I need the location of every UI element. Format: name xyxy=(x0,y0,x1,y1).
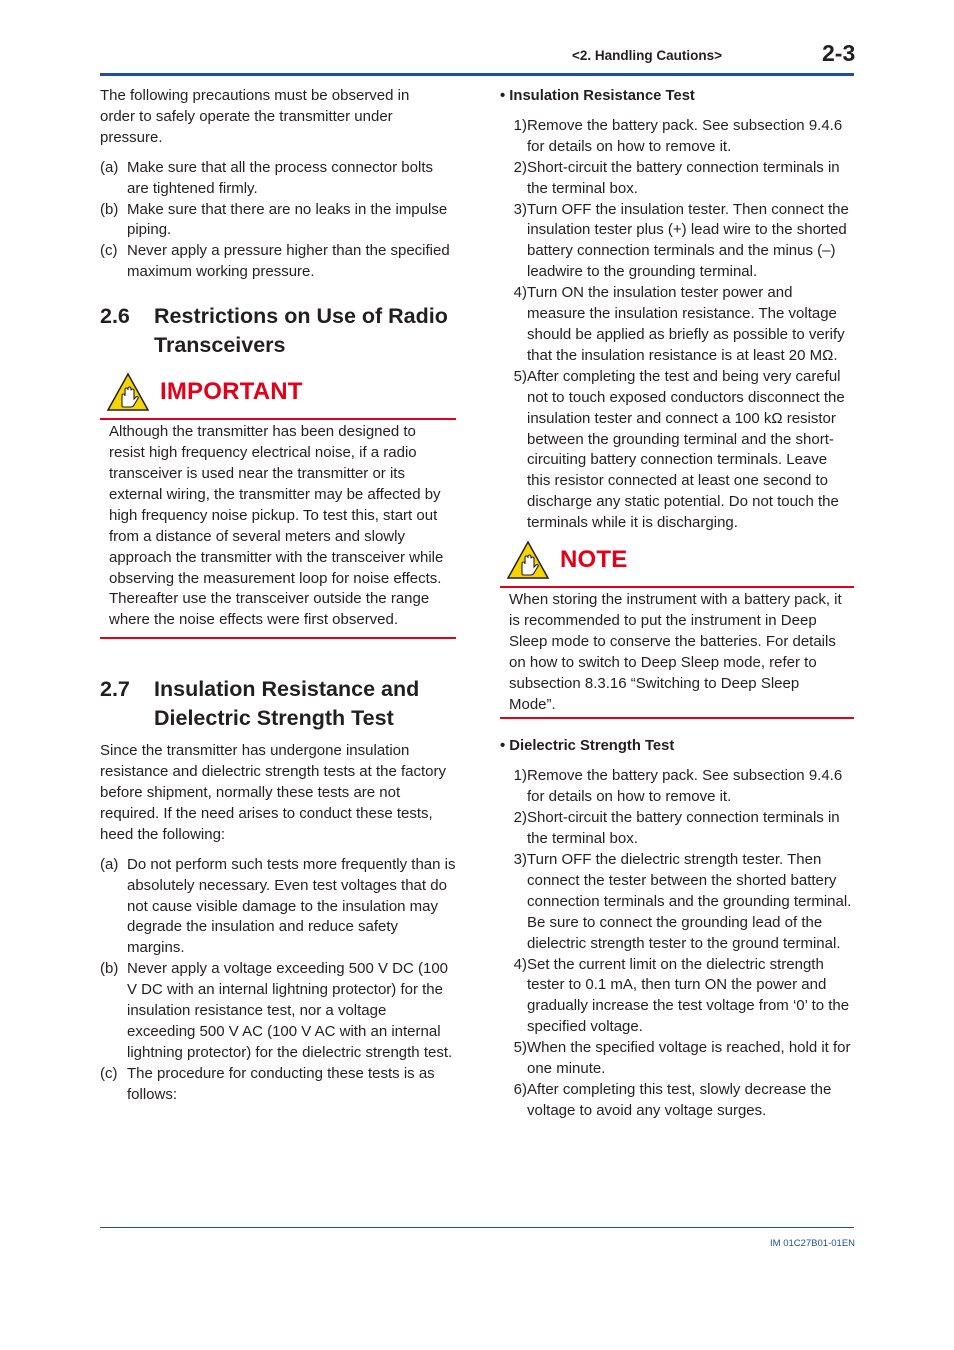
dielectric-steps-list xyxy=(500,766,854,1121)
note-text: When storing the instrument with a battery pack, it is recommended to put the instrument in Deep Sleep mode to conserve the batteries. For details on how to switch to Deep Sleep mode, refer to subsection 8.3.16 “Switching to Deep Sleep Mode”. xyxy=(509,591,842,713)
important-callout-body xyxy=(100,418,456,639)
list-text: Make sure that all the process connector bolts are tightened firmly. xyxy=(127,158,433,197)
note-callout-header xyxy=(500,538,854,582)
important-label: IMPORTANT xyxy=(160,377,303,405)
right-column xyxy=(500,86,854,1122)
list-item xyxy=(500,1038,854,1080)
important-callout-header xyxy=(100,370,456,414)
warning-hand-icon xyxy=(506,540,550,580)
list-item xyxy=(500,808,854,850)
list-marker: (a) xyxy=(100,855,119,873)
section-heading-2-7 xyxy=(100,675,456,733)
section-2-7-list xyxy=(100,855,456,1106)
dielectric-test-heading: • Dielectric Strength Test xyxy=(500,738,675,755)
list-marker: (c) xyxy=(100,1064,118,1082)
section-title: Insulation Resistance and Dielectric Strength Test xyxy=(154,677,420,731)
important-callout xyxy=(100,370,456,639)
left-column xyxy=(100,86,456,1106)
list-item xyxy=(500,158,854,200)
pressure-precautions-list xyxy=(100,158,456,283)
header-rule xyxy=(100,73,854,76)
list-marker: (b) xyxy=(100,960,119,978)
list-item xyxy=(500,955,854,1039)
insulation-test-heading: • Insulation Resistance Test xyxy=(500,88,695,104)
list-marker: 4) xyxy=(513,955,527,973)
note-label: NOTE xyxy=(560,545,628,573)
list-item xyxy=(500,283,854,367)
list-text: After completing the test and being very careful not to touch exposed conductors disconnect the insulation tester and connect a 100 kΩ resistor between the grounding terminal and the short-circuiting battery connection terminals. Leave this resistor connected at least one second to discharge any static potential. Do not touch the terminals while it is discharging. xyxy=(527,367,845,532)
list-item xyxy=(500,850,854,955)
section-number: 2.6 xyxy=(100,304,130,329)
list-item xyxy=(500,367,854,534)
insulation-steps-list xyxy=(500,116,854,534)
list-text: Short-circuit the battery connection terminals in the terminal box. xyxy=(527,158,840,197)
list-text: Make sure that there are no leaks in the impulse piping. xyxy=(127,200,448,239)
list-item xyxy=(100,959,456,1064)
list-text: Remove the battery pack. See subsection 9.4.6 for details on how to remove it. xyxy=(527,116,843,155)
list-text: After completing this test, slowly decrease the voltage to avoid any voltage surges. xyxy=(527,1080,832,1119)
list-marker: 5) xyxy=(513,367,527,385)
list-marker: (b) xyxy=(100,200,119,218)
list-item xyxy=(100,158,456,200)
list-item xyxy=(100,241,456,283)
list-text: Turn ON the insulation tester power and measure the insulation resistance. The voltage should be applied as briefly as possible to verify that the insulation resistance is at least 20 MΩ. xyxy=(527,284,845,364)
warning-hand-icon xyxy=(106,372,150,412)
list-item xyxy=(500,116,854,158)
section-number: 2.7 xyxy=(100,677,130,702)
section-title: Restrictions on Use of Radio Transceivers xyxy=(154,304,448,358)
list-marker: 4) xyxy=(513,284,527,302)
list-text: Do not perform such tests more frequently than is absolutely necessary. Even test voltages that do not cause visible damage to the insulation may degrade the insulation and reduce safety margins. xyxy=(127,855,456,957)
footer-rule xyxy=(100,1227,854,1228)
document-code: IM 01C27B01-01EN xyxy=(770,1238,856,1249)
list-marker: 3) xyxy=(513,851,527,868)
page-number: 2-3 xyxy=(822,40,856,66)
list-item xyxy=(500,200,854,284)
important-text: Although the transmitter has been designed to resist high frequency electrical noise, if a radio transceiver is used near the transmitter or its external wiring, the transmitter may be affected by high frequency noise pickup. To test this, start out from a distance of several meters and slowly approach the transmitter with the transceiver while observing the measurement loop for noise effects. Thereafter use the transceiver outside the range where the noise effects were first observed. xyxy=(109,423,444,629)
note-callout xyxy=(500,538,854,719)
list-text: The procedure for conducting these tests is as follows: xyxy=(127,1064,435,1103)
list-marker: 2) xyxy=(513,809,527,827)
list-text: Never apply a voltage exceeding 500 V DC (100 V DC with an internal lightning protector) for the insulation resistance test, nor a voltage exceeding 500 V AC (100 V AC with an internal lightning protector) for the dielectric strength test. xyxy=(127,960,453,1061)
list-marker: 6) xyxy=(513,1080,527,1098)
list-item xyxy=(100,855,456,960)
list-marker: 3) xyxy=(513,200,527,218)
list-marker: 2) xyxy=(513,158,527,176)
pressure-intro: The following precautions must be observed in order to safely operate the transmitter under pressure. xyxy=(100,87,410,146)
list-item xyxy=(100,1064,456,1106)
list-text: Short-circuit the battery connection terminals in the terminal box. xyxy=(527,809,840,848)
list-text: Never apply a pressure higher than the specified maximum working pressure. xyxy=(127,242,450,281)
list-marker: (a) xyxy=(100,158,119,176)
list-text: Remove the battery pack. See subsection 9.4.6 for details on how to remove it. xyxy=(527,767,843,806)
section-heading-2-6 xyxy=(100,302,456,360)
list-item xyxy=(500,766,854,808)
list-text: When the specified voltage is reached, hold it for one minute. xyxy=(527,1039,851,1078)
section-2-7-intro: Since the transmitter has undergone insulation resistance and dielectric strength tests at the factory before shipment, normally these tests are not required. If the need arises to conduct these tests, heed the following: xyxy=(100,742,447,843)
list-marker: 1) xyxy=(513,116,527,134)
note-callout-body xyxy=(500,586,854,719)
list-marker: (c) xyxy=(100,242,118,260)
running-header-chapter: <2. Handling Cautions> xyxy=(572,48,723,63)
list-item xyxy=(100,200,456,242)
list-item xyxy=(500,1080,854,1122)
list-marker: 5) xyxy=(513,1039,527,1057)
list-text: Set the current limit on the dielectric strength tester to 0.1 mA, then turn ON the power and gradually increase the test voltage from ‘0’ to the specified voltage. xyxy=(527,955,850,1036)
list-text: Turn OFF the insulation tester. Then connect the insulation tester plus (+) lead wire to the shorted battery connection terminals and the minus (–) leadwire to the grounding terminal. xyxy=(527,200,849,281)
list-text: Turn OFF the dielectric strength tester. Then connect the tester between the shorted battery connection terminals and the grounding terminal. Be sure to connect the grounding lead of the dielectric strength tester to the ground terminal. xyxy=(527,851,852,952)
list-marker: 1) xyxy=(513,767,527,785)
